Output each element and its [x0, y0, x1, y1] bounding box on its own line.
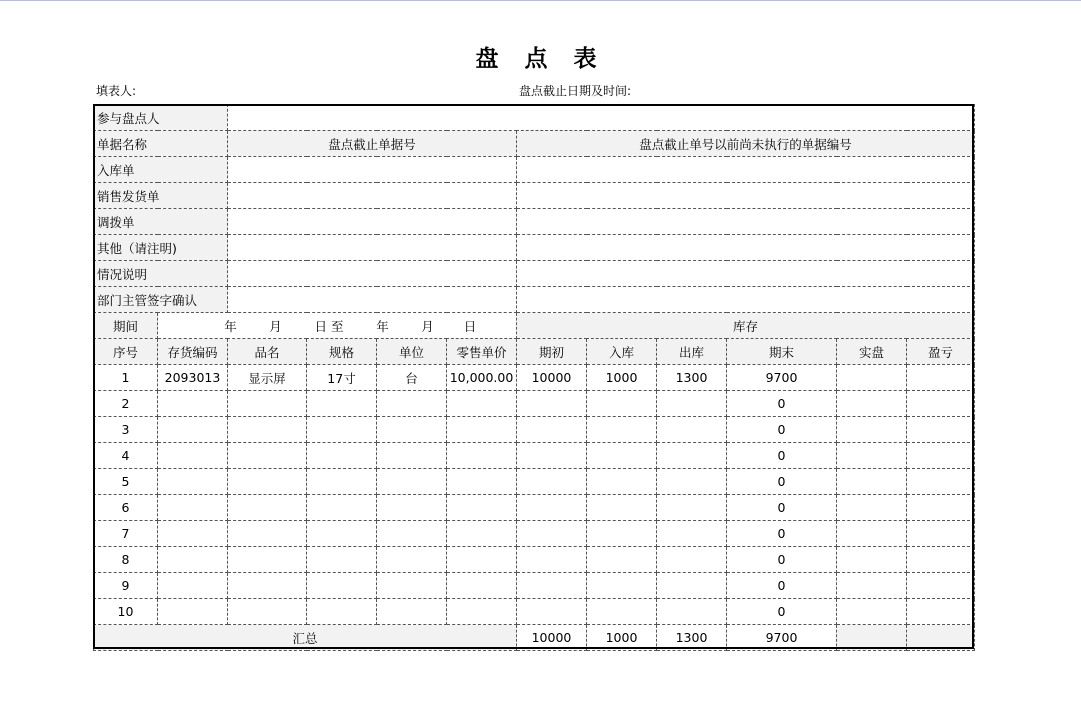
column-header: 零售单价 [447, 339, 517, 365]
cutoff-datetime-label: 盘点截止日期及时间: [519, 84, 632, 98]
column-header-row [94, 339, 975, 365]
table-cell[interactable] [307, 469, 377, 495]
table-cell[interactable] [447, 417, 517, 443]
table-cell[interactable] [447, 573, 517, 599]
table-cell[interactable] [587, 469, 657, 495]
table-cell[interactable] [907, 547, 975, 573]
table-cell[interactable] [158, 391, 228, 417]
top-border-line [0, 0, 1081, 1]
column-header: 盈亏 [907, 339, 975, 365]
column-header: 品名 [228, 339, 307, 365]
table-cell[interactable] [228, 521, 307, 547]
table-cell[interactable] [837, 521, 907, 547]
table-cell[interactable] [837, 599, 907, 625]
table-cell[interactable]: 10,000.00 [447, 365, 517, 391]
table-cell[interactable]: 1 [94, 365, 158, 391]
table-cell[interactable] [447, 495, 517, 521]
table-cell[interactable]: 10 [94, 599, 158, 625]
totals-cell [837, 625, 907, 651]
table-cell[interactable]: 8 [94, 547, 158, 573]
cutoff-doc-no-cell[interactable] [228, 235, 517, 261]
table-row [94, 417, 975, 443]
table-cell[interactable] [657, 521, 727, 547]
table-cell[interactable]: 0 [727, 573, 837, 599]
pending-docs-cell[interactable] [517, 261, 975, 287]
table-cell[interactable]: 3 [94, 417, 158, 443]
table-cell[interactable] [587, 599, 657, 625]
table-cell[interactable]: 7 [94, 521, 158, 547]
table-cell[interactable] [907, 469, 975, 495]
table-cell[interactable] [228, 391, 307, 417]
period-label: 期间 [94, 313, 158, 339]
table-cell[interactable] [587, 573, 657, 599]
table-cell[interactable] [228, 469, 307, 495]
table-cell[interactable] [307, 521, 377, 547]
table-cell[interactable] [837, 573, 907, 599]
totals-row [94, 625, 975, 651]
table-cell[interactable] [447, 521, 517, 547]
info-row [94, 183, 975, 209]
table-cell[interactable] [377, 391, 447, 417]
table-cell[interactable]: 0 [727, 547, 837, 573]
table-cell[interactable] [377, 599, 447, 625]
table-cell[interactable] [307, 573, 377, 599]
table-cell[interactable] [377, 469, 447, 495]
table-cell[interactable]: 4 [94, 443, 158, 469]
table-cell[interactable] [657, 443, 727, 469]
cutoff-doc-no-header: 盘点截止单据号 [228, 131, 517, 157]
table-cell[interactable] [907, 573, 975, 599]
table-row [94, 469, 975, 495]
doc-name-label: 单据名称 [94, 131, 228, 157]
pending-docs-cell[interactable] [517, 157, 975, 183]
info-row-label: 其他（请注明) [94, 235, 228, 261]
table-cell[interactable] [657, 495, 727, 521]
table-cell[interactable] [307, 547, 377, 573]
table-cell[interactable] [517, 417, 587, 443]
table-cell[interactable] [657, 417, 727, 443]
table-cell[interactable] [587, 495, 657, 521]
info-row-label: 情况说明 [94, 261, 228, 287]
info-row [94, 287, 975, 313]
table-cell[interactable] [447, 599, 517, 625]
table-cell[interactable]: 显示屏 [228, 365, 307, 391]
column-header: 序号 [94, 339, 158, 365]
table-cell[interactable] [447, 391, 517, 417]
table-row [94, 599, 975, 625]
table-cell[interactable] [837, 443, 907, 469]
table-cell[interactable]: 0 [727, 469, 837, 495]
table-cell[interactable] [907, 521, 975, 547]
table-cell[interactable] [517, 599, 587, 625]
period-range[interactable] [158, 313, 517, 339]
table-cell[interactable] [307, 495, 377, 521]
table-cell[interactable]: 0 [727, 391, 837, 417]
table-cell[interactable] [517, 391, 587, 417]
table-cell[interactable] [307, 599, 377, 625]
totals-cell: 1300 [657, 625, 727, 651]
column-header: 出库 [657, 339, 727, 365]
table-cell[interactable] [657, 573, 727, 599]
column-header: 期末 [727, 339, 837, 365]
table-cell[interactable] [228, 417, 307, 443]
table-cell[interactable] [158, 495, 228, 521]
table-cell[interactable]: 0 [727, 495, 837, 521]
participants-label: 参与盘点人 [94, 105, 228, 131]
table-row [94, 391, 975, 417]
table-cell[interactable] [377, 521, 447, 547]
table-cell[interactable] [228, 443, 307, 469]
info-row [94, 235, 975, 261]
table-cell[interactable] [158, 599, 228, 625]
table-cell[interactable] [587, 417, 657, 443]
period-day-end: 日 [463, 318, 477, 334]
table-cell[interactable]: 台 [377, 365, 447, 391]
table-cell[interactable]: 0 [727, 521, 837, 547]
column-header: 存货编码 [158, 339, 228, 365]
period-year-to: 年 [376, 318, 389, 334]
table-cell[interactable] [158, 417, 228, 443]
table-cell[interactable]: 1000 [587, 365, 657, 391]
table-cell[interactable]: 6 [94, 495, 158, 521]
table-cell[interactable] [657, 599, 727, 625]
pending-docs-header: 盘点截止单号以前尚未执行的单据编号 [517, 131, 975, 157]
table-cell[interactable]: 2 [94, 391, 158, 417]
table-cell[interactable] [907, 599, 975, 625]
info-row-label: 入库单 [94, 157, 228, 183]
table-cell[interactable] [158, 521, 228, 547]
table-cell[interactable] [377, 417, 447, 443]
table-row [94, 443, 975, 469]
table-cell[interactable]: 2093013 [158, 365, 228, 391]
page-title: 盘 点 表 [475, 46, 606, 72]
table-row [94, 547, 975, 573]
column-header: 实盘 [837, 339, 907, 365]
table-cell[interactable] [837, 417, 907, 443]
table-row [94, 365, 975, 391]
table-cell[interactable] [158, 469, 228, 495]
table-cell[interactable] [307, 391, 377, 417]
period-month-to: 月 [421, 318, 434, 334]
table-cell[interactable] [377, 443, 447, 469]
table-cell[interactable]: 0 [727, 599, 837, 625]
cutoff-doc-no-cell[interactable] [228, 287, 517, 313]
column-header: 期初 [517, 339, 587, 365]
table-cell[interactable] [228, 547, 307, 573]
table-cell[interactable] [228, 573, 307, 599]
table-cell[interactable] [657, 547, 727, 573]
table-cell[interactable] [837, 469, 907, 495]
pending-docs-cell[interactable] [517, 209, 975, 235]
table-cell[interactable]: 9 [94, 573, 158, 599]
table-cell[interactable] [907, 417, 975, 443]
info-row-label: 调拨单 [94, 209, 228, 235]
pending-docs-cell[interactable] [517, 183, 975, 209]
column-header: 规格 [307, 339, 377, 365]
table-cell[interactable] [517, 469, 587, 495]
totals-cell: 9700 [727, 625, 837, 651]
info-row [94, 209, 975, 235]
table-row [94, 521, 975, 547]
table-cell[interactable] [517, 521, 587, 547]
table-cell[interactable] [587, 443, 657, 469]
column-header: 单位 [377, 339, 447, 365]
table-cell[interactable]: 9700 [727, 365, 837, 391]
totals-cell: 10000 [517, 625, 587, 651]
table-cell[interactable] [517, 495, 587, 521]
table-row [94, 573, 975, 599]
table-cell[interactable] [587, 547, 657, 573]
table-cell[interactable]: 10000 [517, 365, 587, 391]
filler-label: 填表人: [96, 84, 137, 98]
period-day-to: 日 至 [314, 318, 344, 334]
info-row-label: 部门主管签字确认 [94, 287, 228, 313]
stock-header: 库存 [517, 313, 975, 339]
table-cell[interactable] [377, 495, 447, 521]
info-row [94, 261, 975, 287]
table-cell[interactable]: 0 [727, 443, 837, 469]
table-cell[interactable]: 17寸 [307, 365, 377, 391]
cutoff-doc-no-cell[interactable] [228, 157, 517, 183]
table-cell[interactable] [517, 443, 587, 469]
table-cell[interactable] [307, 443, 377, 469]
table-cell[interactable] [907, 443, 975, 469]
pending-docs-cell[interactable] [517, 235, 975, 261]
table-cell[interactable] [657, 391, 727, 417]
cutoff-doc-no-cell[interactable] [228, 209, 517, 235]
table-cell[interactable] [447, 547, 517, 573]
totals-label: 汇总 [94, 625, 517, 651]
table-cell[interactable] [158, 573, 228, 599]
table-cell[interactable] [837, 365, 907, 391]
table-cell[interactable] [377, 547, 447, 573]
table-cell[interactable] [228, 599, 307, 625]
table-cell[interactable] [447, 469, 517, 495]
info-row-label: 销售发货单 [94, 183, 228, 209]
column-header: 入库 [587, 339, 657, 365]
table-cell[interactable] [907, 495, 975, 521]
table-cell[interactable] [837, 547, 907, 573]
table-row [94, 495, 975, 521]
cutoff-doc-no-cell[interactable] [228, 183, 517, 209]
table-cell[interactable] [447, 443, 517, 469]
participants-cell[interactable] [228, 105, 975, 131]
cutoff-doc-no-cell[interactable] [228, 261, 517, 287]
table-cell[interactable] [587, 521, 657, 547]
table-cell[interactable] [837, 391, 907, 417]
table-cell[interactable] [907, 391, 975, 417]
period-year-from: 年 [224, 318, 237, 334]
table-cell[interactable] [907, 365, 975, 391]
table-cell[interactable] [307, 417, 377, 443]
table-cell[interactable]: 5 [94, 469, 158, 495]
table-cell[interactable] [657, 469, 727, 495]
table-cell[interactable] [377, 573, 447, 599]
table-cell[interactable] [837, 495, 907, 521]
period-month-from: 月 [269, 318, 282, 334]
table-cell[interactable]: 0 [727, 417, 837, 443]
totals-cell: 1000 [587, 625, 657, 651]
table-cell[interactable] [228, 495, 307, 521]
table-cell[interactable]: 1300 [657, 365, 727, 391]
table-cell[interactable] [158, 547, 228, 573]
table-cell[interactable] [517, 573, 587, 599]
table-cell[interactable] [158, 443, 228, 469]
table-cell[interactable] [587, 391, 657, 417]
totals-cell [907, 625, 975, 651]
info-row [94, 157, 975, 183]
pending-docs-cell[interactable] [517, 287, 975, 313]
table-cell[interactable] [517, 547, 587, 573]
inventory-table [93, 104, 975, 651]
